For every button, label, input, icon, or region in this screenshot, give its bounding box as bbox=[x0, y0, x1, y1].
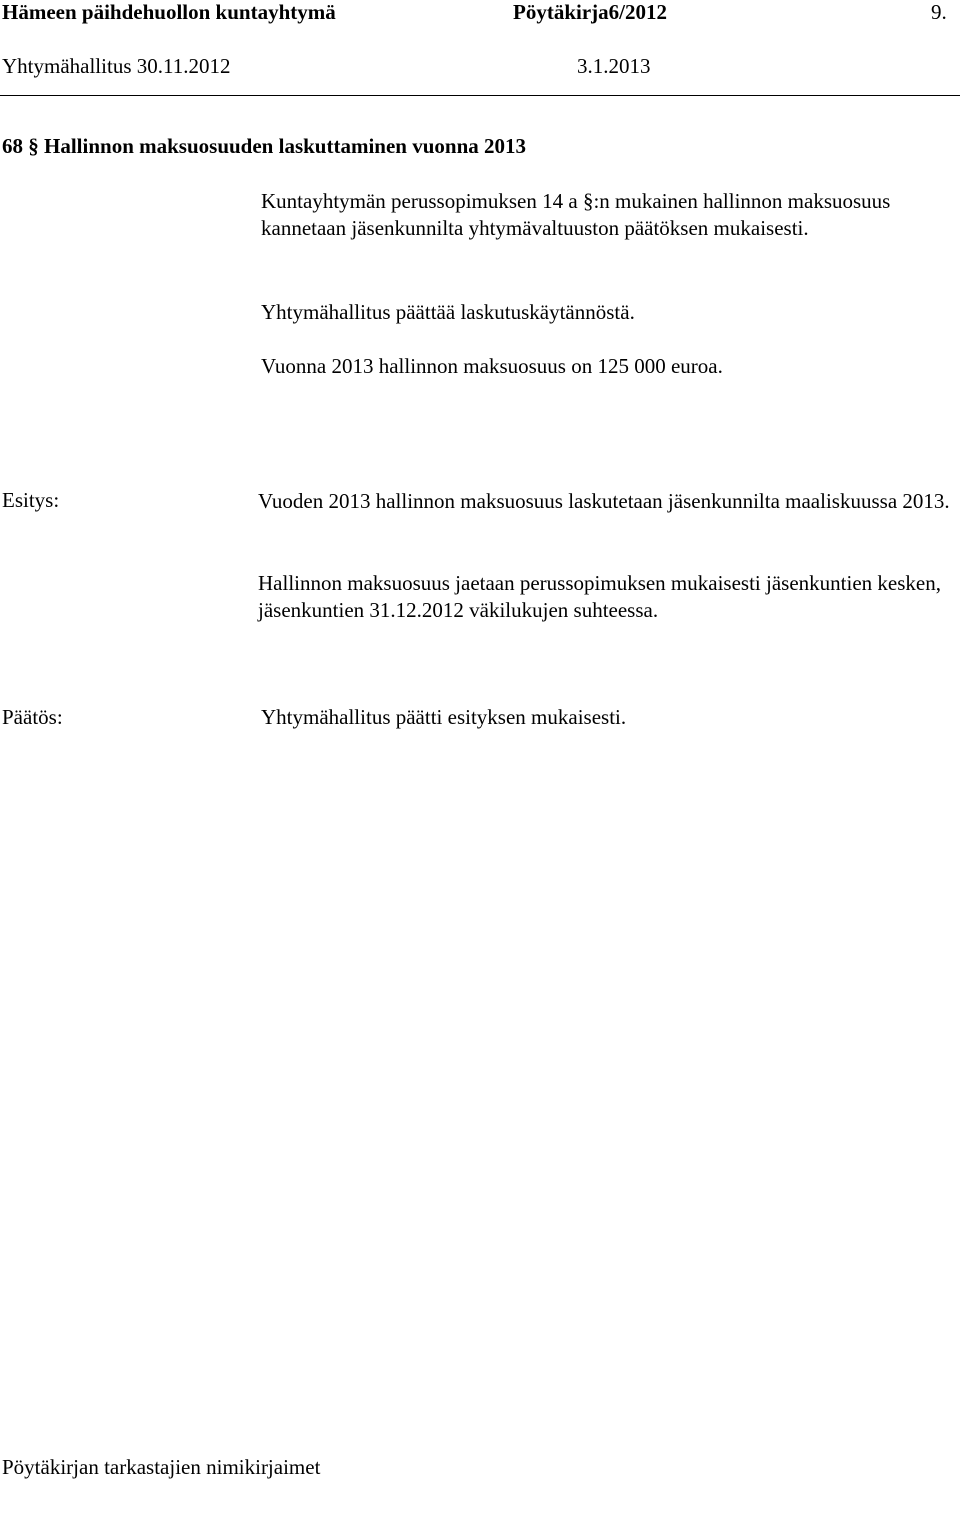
header-divider bbox=[0, 95, 960, 96]
section-title: 68 § Hallinnon maksuosuuden laskuttaminen vuonna 2013 bbox=[2, 134, 527, 158]
document-date: 3.1.2013 bbox=[577, 54, 651, 78]
proposal-label: Esitys: bbox=[2, 488, 60, 512]
section-paragraph: Vuonna 2013 hallinnon maksuosuus on 125 000 euroa. bbox=[261, 354, 723, 378]
document-id: Pöytäkirja6/2012 bbox=[513, 0, 667, 24]
organization-name: Hämeen päihdehuollon kuntayhtymä bbox=[2, 0, 336, 24]
board-meeting: Yhtymähallitus 30.11.2012 bbox=[2, 54, 231, 78]
section-paragraph: Kuntayhtymän perussopimuksen 14 a §:n mukainen hallinnon maksuosuus kannetaan jäsenkunnilta yhtymävaltuuston päätöksen mukaisesti. bbox=[261, 189, 891, 240]
section-paragraph: Yhtymähallitus päättää laskutuskäytännöstä. bbox=[261, 300, 635, 324]
decision-text: Yhtymähallitus päätti esityksen mukaisesti. bbox=[261, 705, 627, 729]
decision-label: Päätös: bbox=[2, 705, 63, 729]
footer-initials-note: Pöytäkirjan tarkastajien nimikirjaimet bbox=[2, 1455, 321, 1479]
page-number: 9. bbox=[931, 0, 947, 24]
proposal-paragraph: Hallinnon maksuosuus jaetaan perussopimuksen mukaisesti jäsenkuntien kesken, jäsenkuntien 31.12.2012 väkilukujen suhteessa. bbox=[258, 571, 941, 622]
proposal-paragraph: Vuoden 2013 hallinnon maksuosuus laskutetaan jäsenkunnilta maaliskuussa 2013. bbox=[258, 489, 950, 513]
